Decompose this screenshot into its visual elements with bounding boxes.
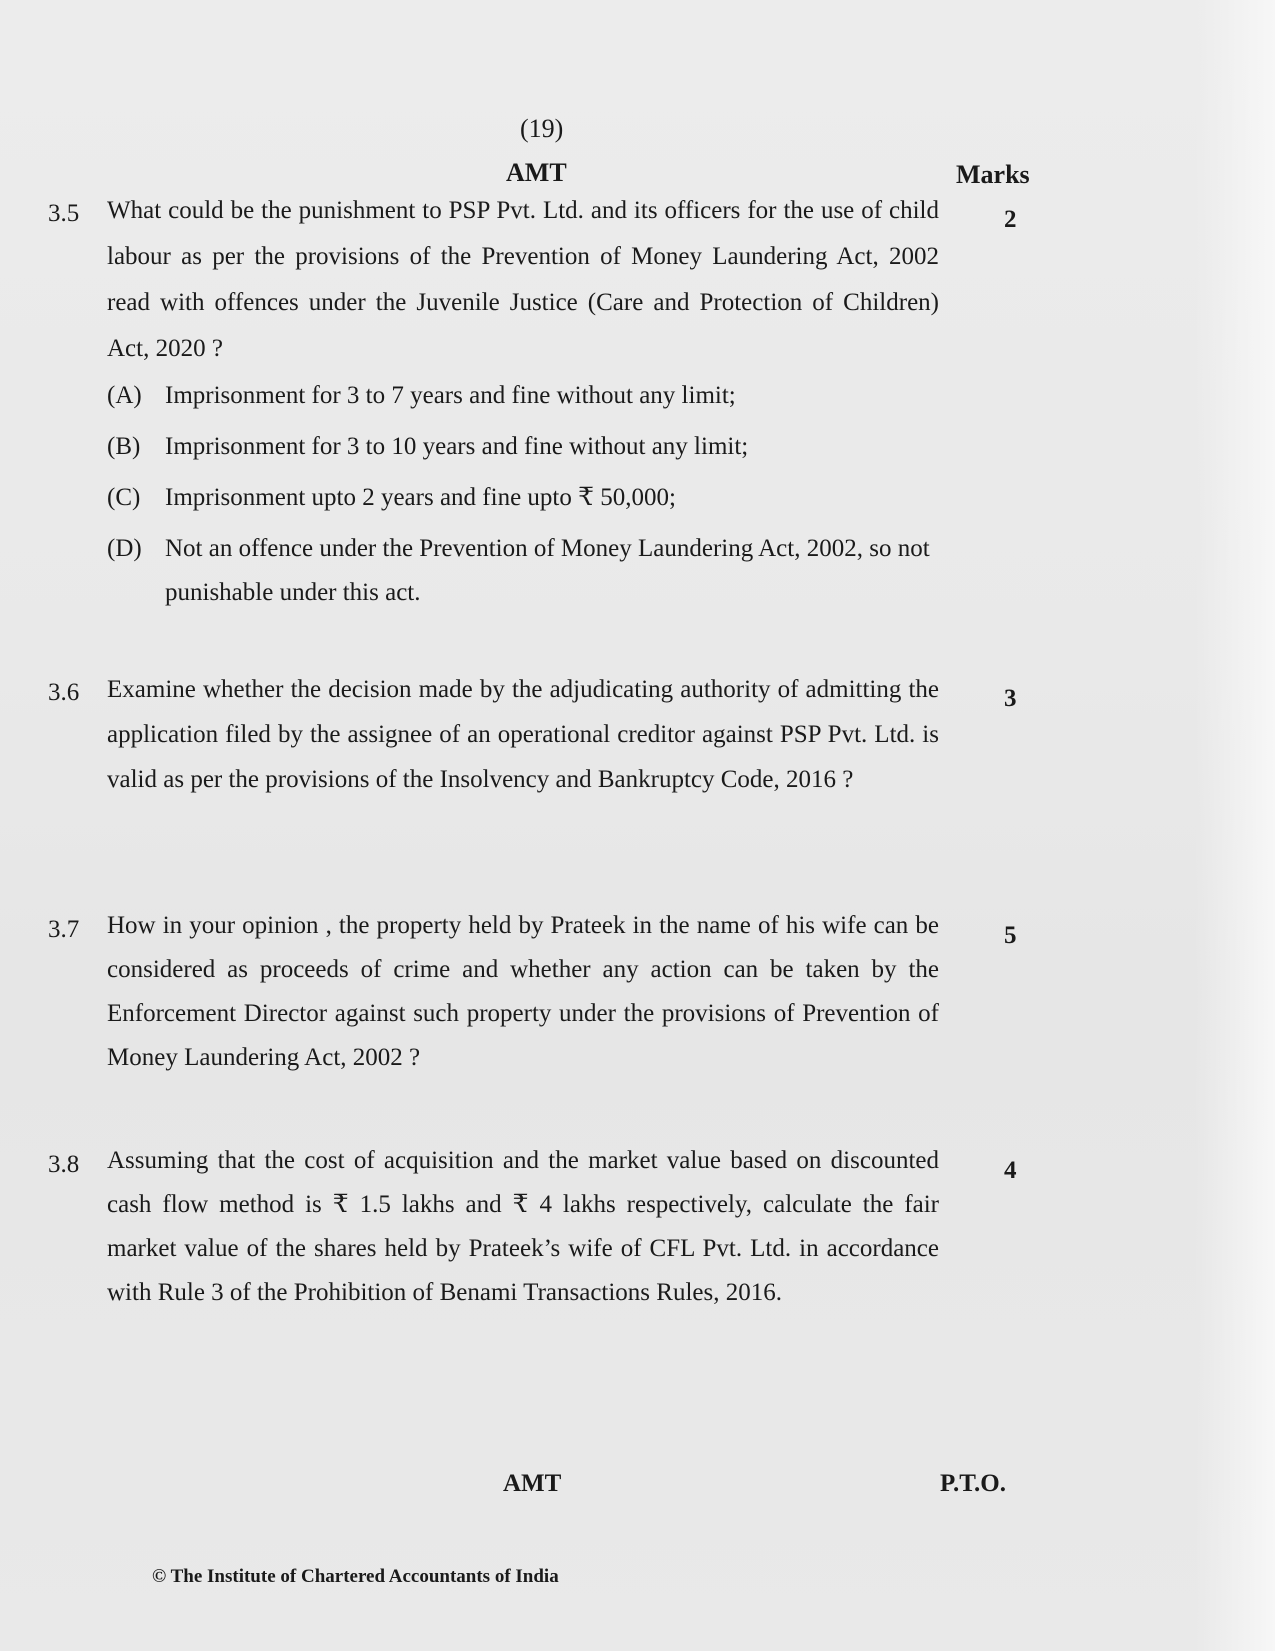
question-number: 3.8 <box>48 1151 80 1178</box>
question-text: Examine whether the decision made by the adjudicating authority of admitting the application filed by the assignee of an operational creditor against PSP Pvt. Ltd. is valid as per the provisions of the Insolvency and Bankruptcy Code, 2016 ? <box>107 676 939 793</box>
question-number: 3.5 <box>48 200 80 227</box>
question-marks: 4 <box>1004 1157 1017 1184</box>
option-b <box>107 425 939 469</box>
option-label: (D) <box>107 535 142 562</box>
question-text: How in your opinion , the property held by Prateek in the name of his wife can be considered as proceeds of crime and whether any action can be taken by the Enforcement Director against such property under the provisions of Prevention of Money Laundering Act, 2002 ? <box>107 912 939 1071</box>
footer-paper-code: AMT <box>503 1470 562 1497</box>
pto-label: P.T.O. <box>940 1470 1006 1497</box>
copyright-notice: © The Institute of Chartered Accountants of India <box>152 1566 559 1587</box>
question-number: 3.7 <box>48 916 80 943</box>
question-number: 3.6 <box>48 679 80 706</box>
marks-column-header: Marks <box>956 160 1030 189</box>
option-label: (A) <box>107 382 142 409</box>
question-marks: 2 <box>1004 206 1017 233</box>
option-c <box>107 476 939 520</box>
question-marks: 5 <box>1004 922 1017 949</box>
paper-code-header: AMT <box>506 158 567 187</box>
option-label: (C) <box>107 484 141 511</box>
question-marks: 3 <box>1004 685 1017 712</box>
page-number: (19) <box>520 114 564 143</box>
question-text: What could be the punishment to PSP Pvt. Ltd. and its officers for the use of child labour as per the provisions of the Prevention of Money Laundering Act, 2002 read with offences under the Juvenile Justice (Care and Protection of Children) Act, 2020 ? <box>107 197 939 362</box>
option-label: (B) <box>107 433 141 460</box>
option-text: Not an offence under the Prevention of Money Laundering Act, 2002, so not punishable under this act. <box>165 535 930 606</box>
option-text: Imprisonment for 3 to 10 years and fine without any limit; <box>165 433 749 460</box>
question-text: Assuming that the cost of acquisition and the market value based on discounted cash flow method is ₹ 1.5 lakhs and ₹ 4 lakhs respectively, calculate the fair market value of the shares held by Prateek’s wife of CFL Pvt. Ltd. in accordance with Rule 3 of the Prohibition of Benami Transactions Rules, 2016. <box>107 1147 939 1306</box>
option-d <box>107 527 939 615</box>
option-a <box>107 374 939 418</box>
option-text: Imprisonment for 3 to 7 years and fine without any limit; <box>165 382 736 409</box>
option-text: Imprisonment upto 2 years and fine upto ₹ 50,000; <box>165 484 676 511</box>
